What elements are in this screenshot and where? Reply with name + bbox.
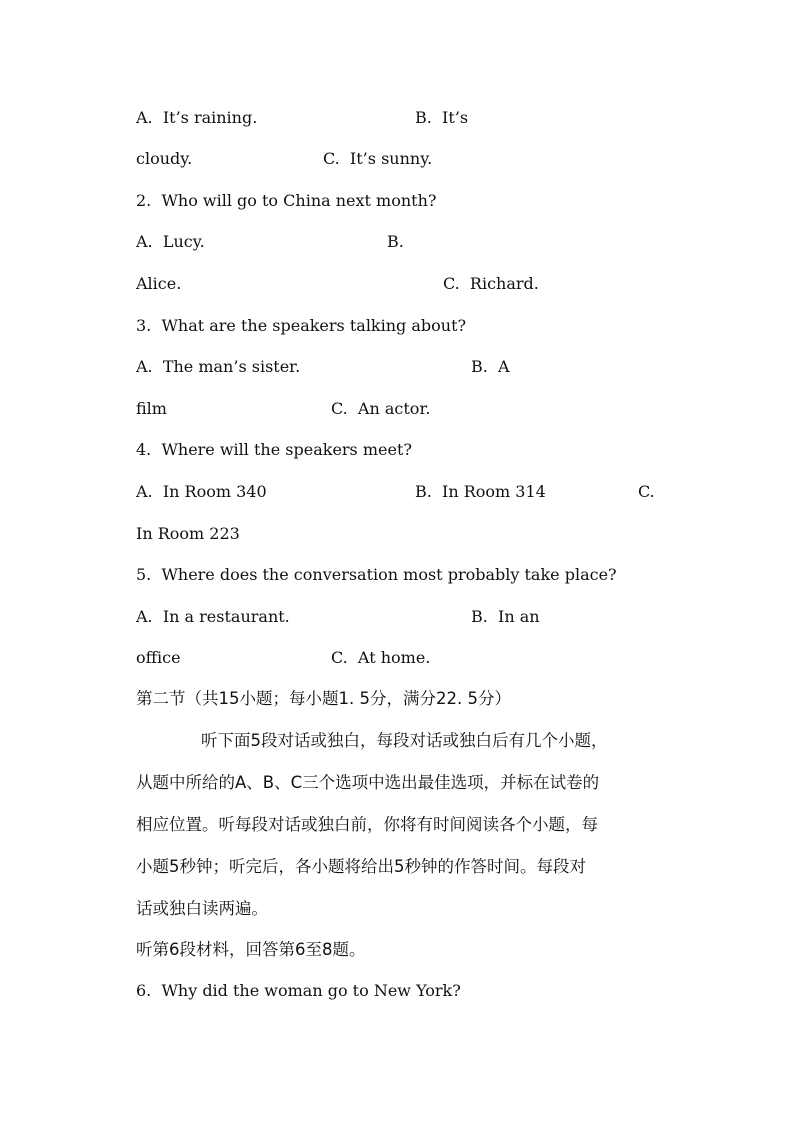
q3-option-b-end: film: [136, 399, 167, 418]
q2-option-b-end: Alice.: [136, 274, 182, 293]
q5-option-a: A. In a restaurant.: [136, 607, 290, 626]
q2-option-b-start: B.: [387, 232, 404, 251]
section-heading: 第二节（共15小题；每小题1. 5分，满分22. 5分）: [136, 689, 511, 708]
q4-option-b: B. In Room 314: [415, 482, 546, 501]
q4-question: 4. Where will the speakers meet?: [136, 440, 412, 459]
q5-option-b-start: B. In an: [471, 607, 540, 626]
q5-option-c: C. At home.: [331, 648, 431, 667]
q3-question: 3. What are the speakers talking about?: [136, 316, 467, 335]
q2-option-c: C. Richard.: [443, 274, 539, 293]
q1-option-b-start: B. It’s: [415, 108, 469, 127]
q3-option-b-start: B. A: [471, 357, 510, 376]
instructions-line-2: 从题中所给的A、B、C三个选项中选出最佳选项，并标在试卷的: [136, 773, 600, 792]
instructions-line-3: 相应位置。听每段对话或独白前，你将有时间阅读各个小题，每: [136, 815, 598, 834]
q6-question: 6. Why did the woman go to New York?: [136, 981, 461, 1000]
q1-option-a: A. It’s raining.: [136, 108, 258, 127]
q4-option-a: A. In Room 340: [136, 482, 267, 501]
q1-option-c: C. It’s sunny.: [323, 149, 433, 168]
instructions-line-1: 听下面5段对话或独白，每段对话或独白后有几个小题，: [201, 731, 608, 750]
q4-option-c-end: In Room 223: [136, 524, 240, 543]
q5-option-b-end: office: [136, 648, 181, 667]
q2-option-a: A. Lucy.: [136, 232, 205, 251]
instructions-line-5: 话或独白读两遍。: [136, 899, 268, 918]
q1-option-b-end: cloudy.: [136, 149, 193, 168]
instructions-line-4: 小题5秒钟；听完后，各小题将给出5秒钟的作答时间。每段对: [136, 857, 586, 876]
material-note: 听第6段材料，回答第6至8题。: [136, 940, 366, 959]
q4-option-c-start: C.: [638, 482, 655, 501]
q3-option-c: C. An actor.: [331, 399, 431, 418]
q2-question: 2. Who will go to China next month?: [136, 191, 437, 210]
q3-option-a: A. The man’s sister.: [136, 357, 301, 376]
q5-question: 5. Where does the conversation most probably take place?: [136, 565, 617, 584]
